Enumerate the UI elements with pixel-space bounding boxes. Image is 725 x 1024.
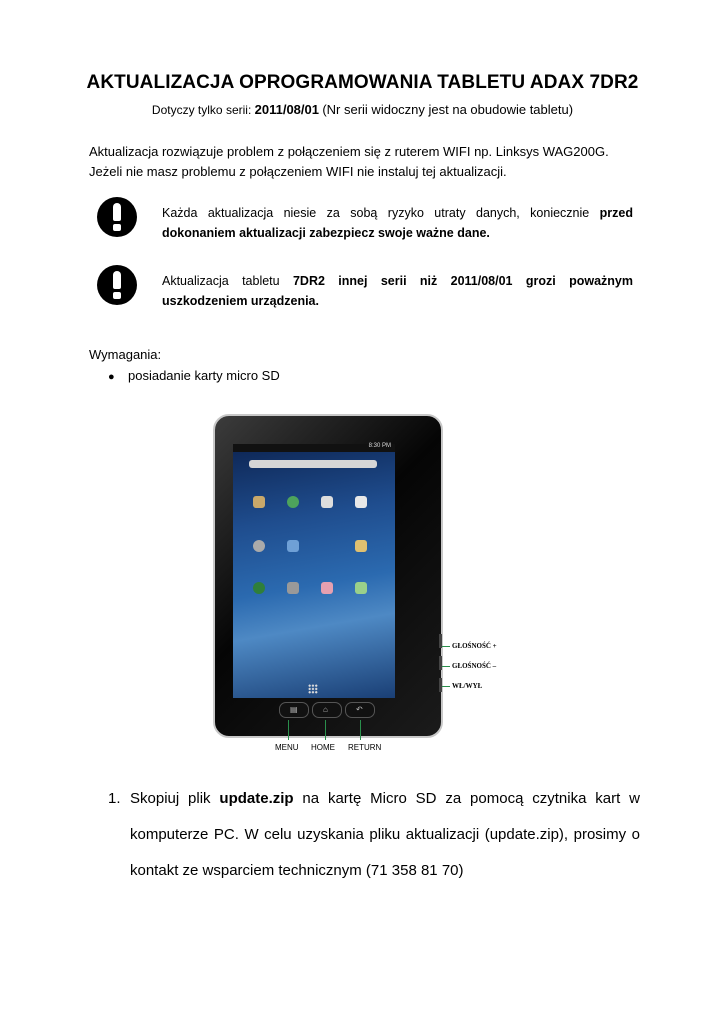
step-number: 1. bbox=[108, 790, 121, 807]
requirements-heading: Wymagania: bbox=[89, 347, 162, 362]
calculator-app-icon bbox=[321, 496, 333, 508]
volume-up-label: GŁOŚNOŚĆ + bbox=[452, 642, 497, 650]
warning-1-bold: przed dokonaniem aktualizacji zabezpiecz swoje ważne dane. bbox=[162, 206, 633, 240]
callout-line bbox=[325, 720, 326, 740]
warning-2-text bbox=[162, 271, 633, 311]
search-bar bbox=[249, 460, 377, 468]
page-title: AKTUALIZACJA OPROGRAMOWANIA TABLETU ADAX 7DR2 bbox=[86, 72, 639, 93]
step-1-text bbox=[130, 781, 640, 889]
home-label: HOME bbox=[311, 743, 335, 752]
requirements-list bbox=[108, 368, 280, 383]
return-label: RETURN bbox=[348, 743, 382, 752]
browser-app-icon bbox=[287, 496, 299, 508]
callout-line bbox=[442, 666, 450, 667]
bullet-icon: ● bbox=[108, 371, 115, 383]
settings-app-icon bbox=[287, 582, 299, 594]
home-button: ⌂ bbox=[312, 702, 342, 718]
volume-down-label: GŁOŚNOŚĆ – bbox=[452, 662, 497, 670]
music-app-icon bbox=[253, 582, 265, 594]
subtitle bbox=[0, 102, 725, 117]
tablet-illustration bbox=[205, 410, 505, 760]
exclamation-icon bbox=[97, 265, 137, 305]
messaging-app-icon bbox=[355, 582, 367, 594]
status-bar bbox=[233, 444, 395, 452]
requirement-item: posiadanie karty micro SD bbox=[128, 368, 280, 383]
intro-paragraph bbox=[89, 142, 649, 182]
intro-line-1: Aktualizacja rozwiązuje problem z połączeniem się z ruterem WIFI np. Linksys WAG200G. bbox=[89, 144, 609, 159]
subtitle-serial: 2011/08/01 bbox=[254, 102, 319, 117]
clock-app-icon bbox=[253, 496, 265, 508]
callout-line bbox=[442, 686, 450, 687]
menu-button: ▤ bbox=[279, 702, 309, 718]
subtitle-prefix: Dotyczy tylko serii: bbox=[151, 103, 252, 117]
calendar-app-icon bbox=[355, 496, 367, 508]
warning-1-plain: Każda aktualizacja niesie za sobą ryzyko utraty danych, koniecznie bbox=[162, 206, 600, 220]
return-button: ↶ bbox=[345, 702, 375, 718]
callout-line bbox=[360, 720, 361, 740]
step-1-filename: update.zip bbox=[219, 790, 294, 807]
callout-line bbox=[288, 720, 289, 740]
menu-label: MENU bbox=[275, 743, 299, 752]
volume-down-button bbox=[439, 656, 442, 670]
power-label: WŁ/WYŁ bbox=[452, 682, 483, 690]
app-drawer-icon bbox=[308, 684, 318, 694]
step-1-pre: Skopiuj plik bbox=[130, 790, 220, 807]
gallery-app-icon bbox=[321, 582, 333, 594]
email-app-icon bbox=[355, 540, 367, 552]
status-time: 8:30 PM bbox=[368, 443, 391, 449]
intro-line-2: Jeżeli nie masz problemu z połączeniem WIFI nie instaluj tej aktualizacji. bbox=[89, 164, 507, 179]
camera-app-icon bbox=[253, 540, 265, 552]
warning-1-text bbox=[162, 203, 633, 243]
contacts-app-icon bbox=[287, 540, 299, 552]
warning-2-bold: 7DR2 innej serii niż 2011/08/01 grozi poważnym uszkodzeniem urządzenia. bbox=[162, 274, 633, 308]
hardware-buttons bbox=[279, 702, 373, 718]
callout-line bbox=[442, 646, 450, 647]
exclamation-icon bbox=[97, 197, 137, 237]
step-1-post: na kartę Micro SD za pomocą czytnika kart w komputerze PC. W celu uzyskania pliku aktualizacji (update.zip), prosimy o kontakt ze wsparciem technicznym (71 358 81 70) bbox=[130, 790, 640, 879]
subtitle-note: (Nr serii widoczny jest na obudowie tabletu) bbox=[322, 102, 574, 117]
warning-2-plain: Aktualizacja tabletu bbox=[162, 274, 293, 288]
tablet-screen bbox=[233, 444, 395, 698]
power-button bbox=[439, 678, 442, 692]
